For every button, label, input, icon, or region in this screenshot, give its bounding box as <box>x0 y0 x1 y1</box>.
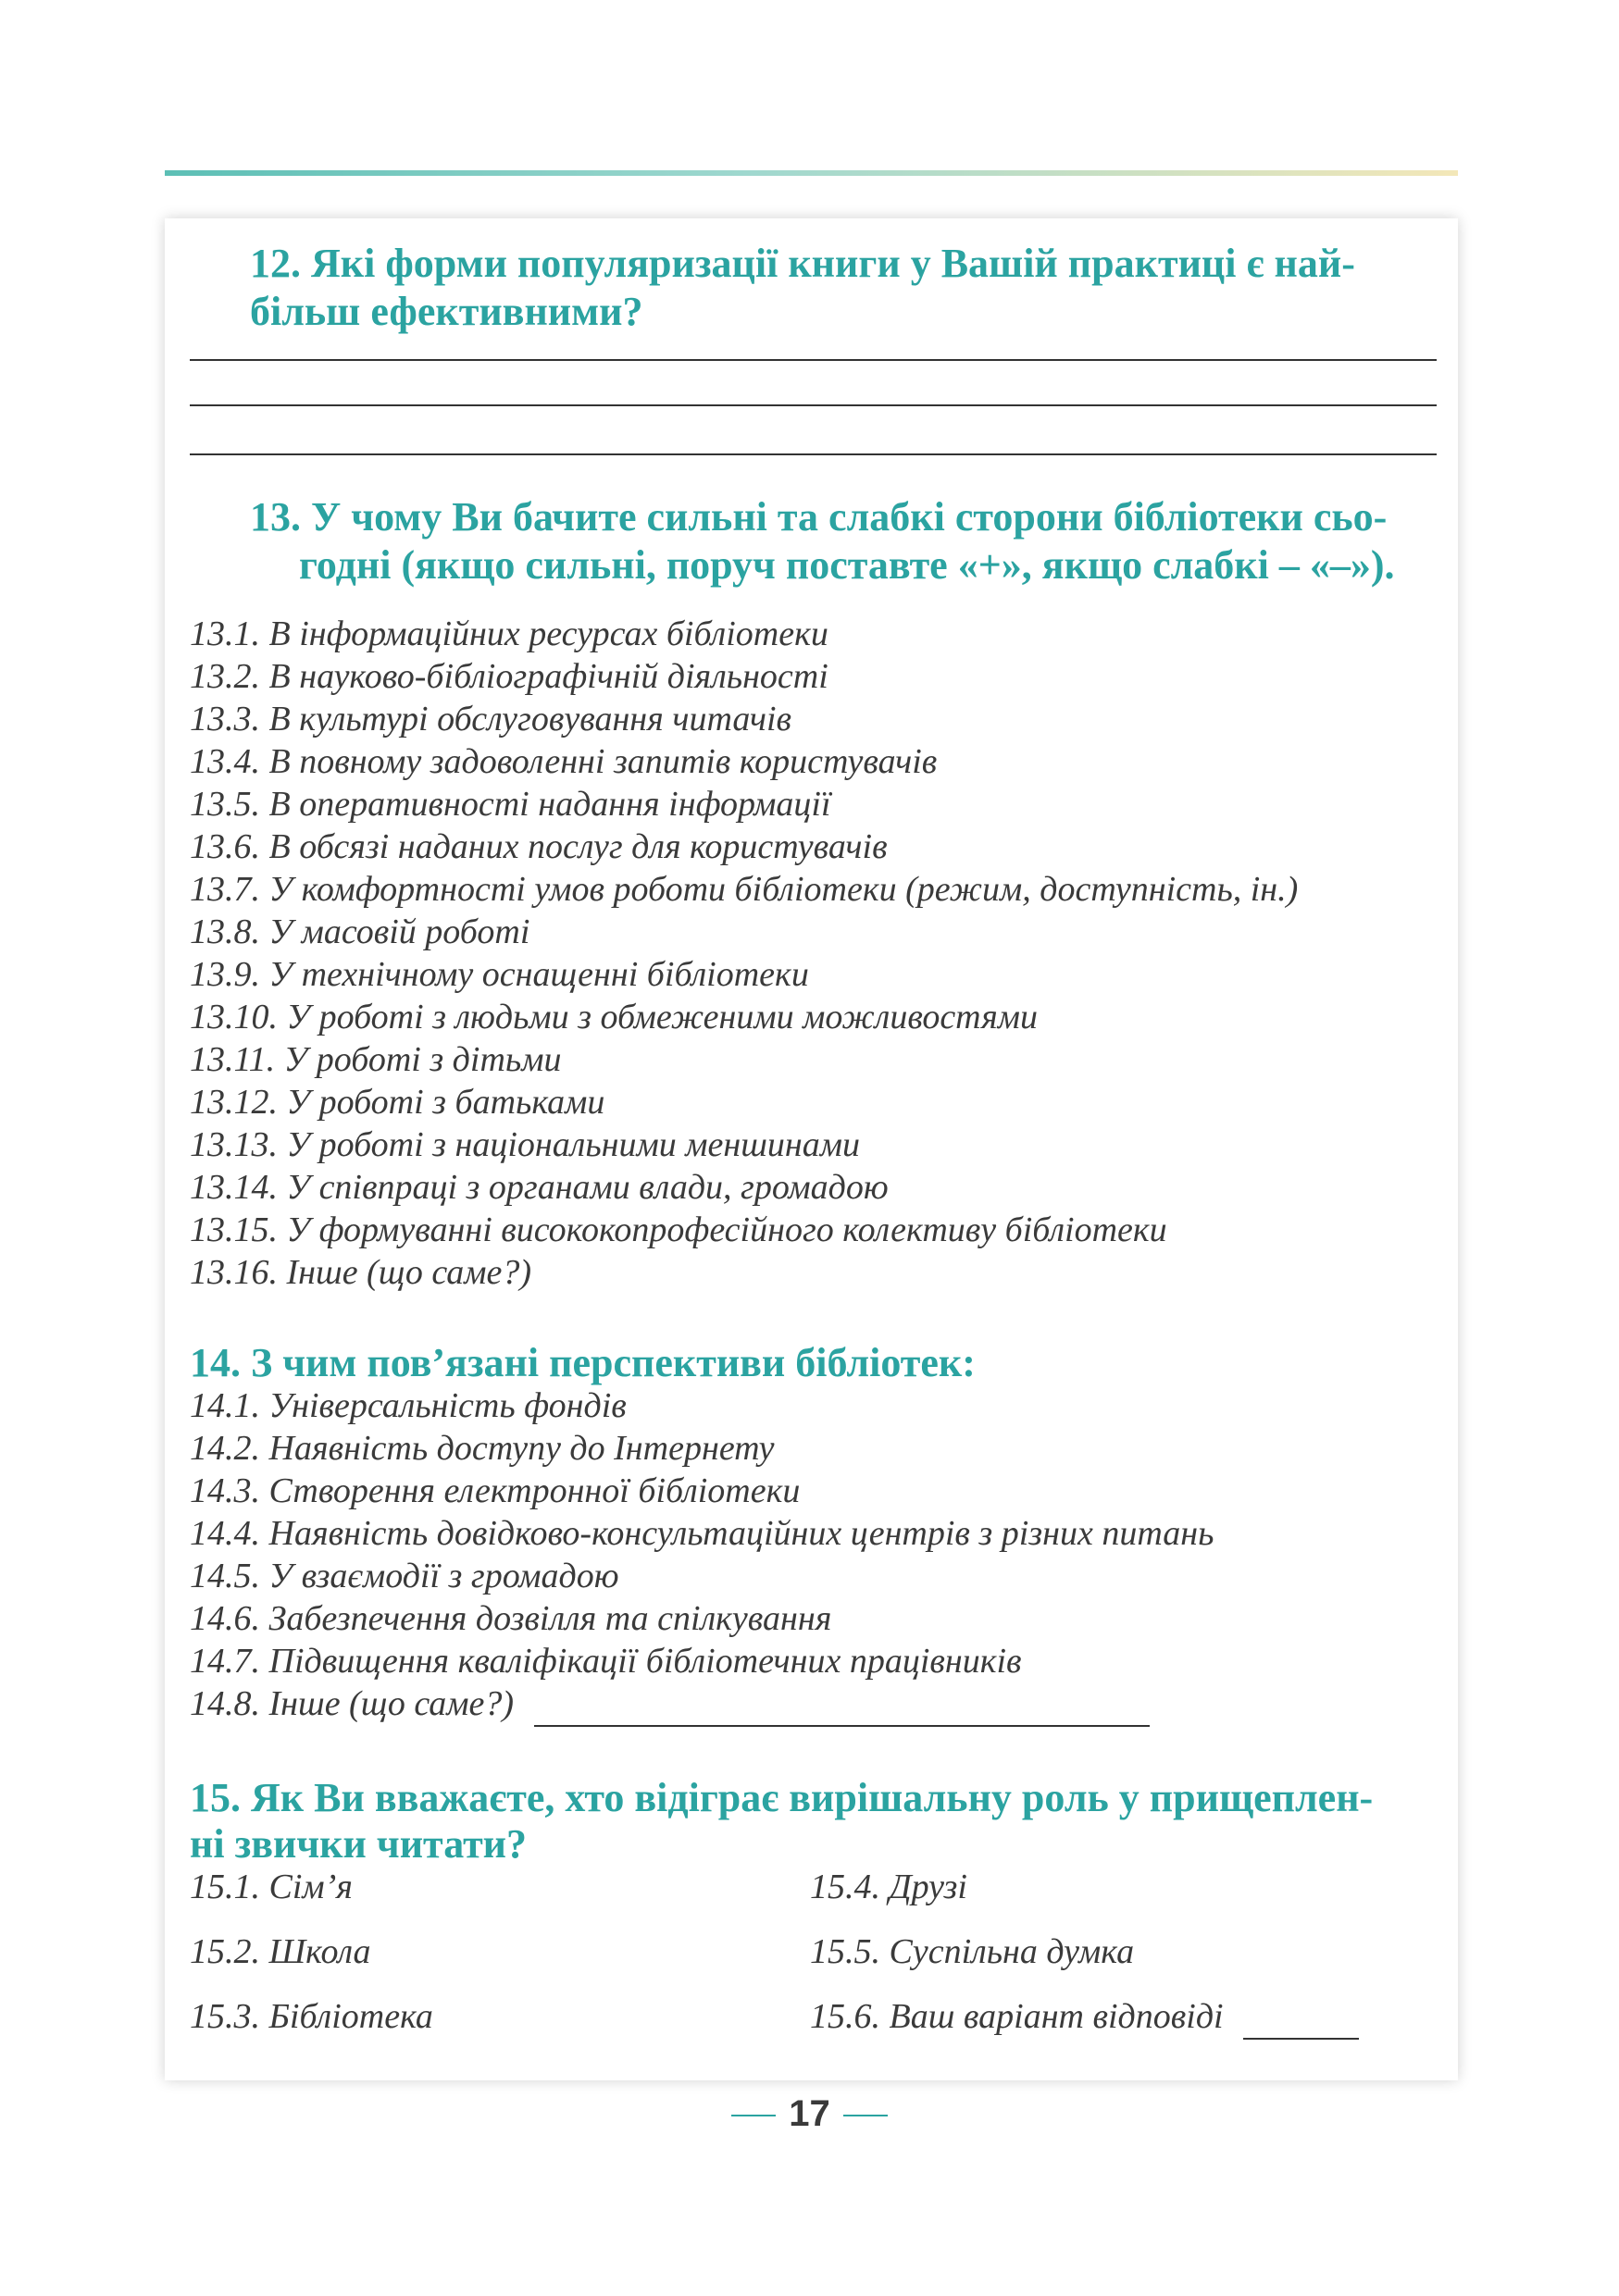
q15-option[interactable]: 15.5. Суспільна думка <box>810 1932 1135 1971</box>
q12-title-line1: 12. Які форми популяризації книги у Вашій практиці є най- <box>250 241 1355 286</box>
q14-other-answer-line[interactable] <box>534 1682 1150 1727</box>
q12-answer-line-3[interactable] <box>190 453 1437 455</box>
q13-item[interactable]: 13.1. В інформаційних ресурсах бібліотеки <box>190 614 828 653</box>
q15-title-line1: 15. Як Ви вважаєте, хто відіграє вирішальну роль у прищеплен- <box>190 1775 1374 1820</box>
q13-item[interactable]: 13.11. У роботі з дітьми <box>190 1040 562 1079</box>
page-number-dash-right <box>843 2115 888 2116</box>
q13-item[interactable]: 13.16. Інше (що саме?) <box>190 1253 532 1292</box>
q14-item[interactable]: 14.7. Підвищення кваліфікації бібліотечних працівників <box>190 1642 1022 1681</box>
q13-item[interactable]: 13.13. У роботі з національними меншинами <box>190 1125 860 1164</box>
q13-item[interactable]: 13.5. В оперативності надання інформації <box>190 785 831 824</box>
q13-item[interactable]: 13.2. В науково-бібліографічній діяльності <box>190 657 828 696</box>
page-number <box>0 2093 1619 2135</box>
q13-item[interactable]: 13.4. В повному задоволенні запитів користувачів <box>190 742 938 781</box>
q14-item[interactable]: 14.3. Створення електронної бібліотеки <box>190 1471 801 1510</box>
q14-item[interactable]: 14.2. Наявність доступу до Інтернету <box>190 1429 775 1468</box>
q14-title: 14. З чим пов’язані перспективи бібліотек: <box>190 1340 976 1385</box>
q15-option[interactable]: 15.4. Друзі <box>810 1868 967 1906</box>
page-number-dash-left <box>731 2115 776 2116</box>
q14-item-other[interactable] <box>190 1682 1150 1727</box>
q15-option[interactable]: 15.3. Бібліотека <box>190 1997 433 2036</box>
q12-title-line2: більш ефективними? <box>250 289 643 334</box>
q13-item[interactable]: 13.15. У формуванні висококопрофесійного колективу бібліотеки <box>190 1210 1167 1249</box>
q13-item[interactable]: 13.6. В обсязі наданих послуг для користувачів <box>190 827 888 866</box>
q15-option-other-label: 15.6. Ваш варіант відповіді <box>810 1997 1224 2036</box>
q13-item[interactable]: 13.10. У роботі з людьми з обмеженими можливостями <box>190 998 1039 1036</box>
q12-answer-line-1[interactable] <box>190 359 1437 361</box>
q13-title-line2: годні (якщо сильні, поруч поставте «+», якщо слабкі – «–»). <box>299 542 1395 588</box>
q13-item[interactable]: 13.8. У масовій роботі <box>190 912 530 951</box>
header-rule <box>165 170 1458 176</box>
q14-item-other-label: 14.8. Інше (що саме?) <box>190 1684 515 1723</box>
q13-item[interactable]: 13.14. У співпраці з органами влади, громадою <box>190 1168 889 1207</box>
q12-answer-line-2[interactable] <box>190 404 1437 406</box>
q13-item[interactable]: 13.12. У роботі з батьками <box>190 1083 605 1122</box>
q13-title-line1: 13. У чому Ви бачите сильні та слабкі сторони бібліотеки сьо- <box>250 494 1388 540</box>
q14-item[interactable]: 14.1. Універсальність фондів <box>190 1386 627 1425</box>
q15-option-other[interactable] <box>810 1995 1359 2040</box>
page-number-value: 17 <box>789 2093 830 2134</box>
q14-item[interactable]: 14.6. Забезпечення дозвілля та спілкування <box>190 1599 832 1638</box>
q13-item[interactable]: 13.9. У технічному оснащенні бібліотеки <box>190 955 809 994</box>
q15-option[interactable]: 15.2. Школа <box>190 1932 371 1971</box>
q13-item[interactable]: 13.3. В культурі обслуговування читачів <box>190 700 792 738</box>
q14-item[interactable]: 14.5. У взаємодії з громадою <box>190 1557 619 1595</box>
q15-title-line2: ні звички читати? <box>190 1821 528 1867</box>
q15-other-answer-line[interactable] <box>1243 1995 1359 2040</box>
q14-item[interactable]: 14.4. Наявність довідково-консультаційних центрів з різних питань <box>190 1514 1214 1553</box>
q13-item[interactable]: 13.7. У комфортності умов роботи бібліотеки (режим, доступність, ін.) <box>190 870 1299 909</box>
q15-option[interactable]: 15.1. Сім’я <box>190 1868 353 1906</box>
